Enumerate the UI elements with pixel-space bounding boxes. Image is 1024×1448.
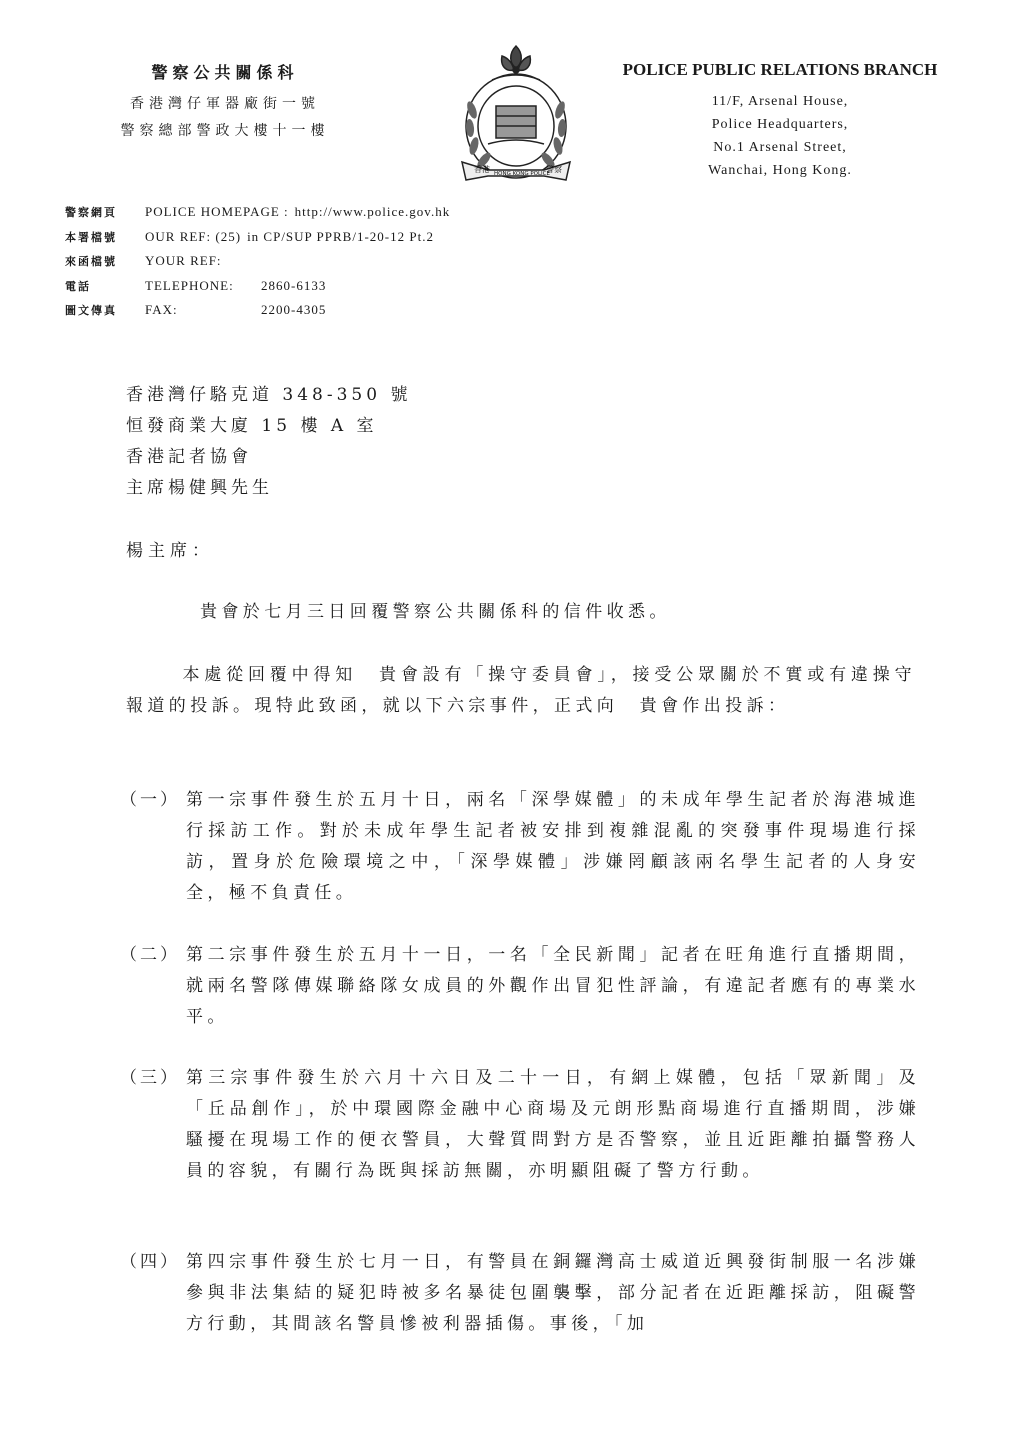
ref-label-cn: 圖文傳真 xyxy=(65,305,117,317)
address-en-line: Police Headquarters, xyxy=(711,117,849,132)
item-label: （一） xyxy=(120,790,180,810)
address-en-line: 11/F, Arsenal House, xyxy=(711,94,849,109)
complaint-item-1 xyxy=(120,785,920,909)
complaint-item-4 xyxy=(120,1247,920,1340)
address-en-line: No.1 Arsenal Street, xyxy=(713,140,847,155)
address-en-line: Wanchai, Hong Kong. xyxy=(708,163,852,178)
letterhead-cn xyxy=(60,60,390,145)
recipient-address xyxy=(126,380,411,504)
emblem-right-text: 警察 xyxy=(546,165,562,174)
item-text: 第一宗事件發生於五月十日，兩名「深學媒體」的未成年學生記者於海港城進行採訪工作。對於未成年學生記者被安排到複雜混亂的突發事件現場進行採訪，置身於危險環境之中，「深學媒體」涉嫌罔顧該兩名學生記者的人身安全，極不負責任。 xyxy=(186,790,920,903)
recipient-line: 香港記者協會 xyxy=(126,447,252,467)
complaint-item-3 xyxy=(120,1063,920,1187)
branch-name-cn: 警察公共關係科 xyxy=(151,63,299,82)
emblem-left-text: 香港 xyxy=(474,165,490,174)
paragraph-2 xyxy=(126,660,916,722)
paragraph-2-text: 本處從回覆中得知 貴會設有「操守委員會」，接受公眾關於不實或有違操守報道的投訴。現特此致函，就以下六宗事件，正式向 貴會作出投訴： xyxy=(126,665,916,716)
item-label: （三） xyxy=(120,1068,180,1088)
homepage-link[interactable]: http://www.police.gov.hk xyxy=(294,204,451,219)
ref-label-en: POLICE HOMEPAGE : xyxy=(145,204,289,219)
reference-block xyxy=(65,204,450,327)
branch-name-en: POLICE PUBLIC RELATIONS BRANCH xyxy=(622,60,938,79)
ref-label-cn: 警察網頁 xyxy=(65,207,117,219)
ref-our-ref xyxy=(65,229,450,254)
paragraph-1: 貴會於七月三日回覆警察公共關係科的信件收悉。 xyxy=(200,602,671,622)
recipient-line: 恒發商業大廈 15 樓 A 室 xyxy=(126,416,378,436)
ref-label-cn: 來函檔號 xyxy=(65,256,117,268)
ref-telephone xyxy=(65,278,450,303)
ref-label-en: YOUR REF: xyxy=(145,253,222,268)
ref-label-cn: 本署檔號 xyxy=(65,231,117,244)
letterhead-en xyxy=(590,60,970,182)
complaint-item-2 xyxy=(120,940,920,1033)
item-label: （四） xyxy=(120,1252,180,1272)
salutation: 楊主席： xyxy=(126,541,214,561)
ref-value: 2200-4305 xyxy=(261,302,327,317)
ref-value: in CP/SUP PPRB/1-20-12 Pt.2 xyxy=(247,228,434,244)
item-text: 第二宗事件發生於五月十一日，一名「全民新聞」記者在旺角進行直播期間，就兩名警隊傳媒聯絡隊女成員的外觀作出冒犯性評論，有違記者應有的專業水平。 xyxy=(186,945,920,1027)
recipient-line: 主席楊健興先生 xyxy=(126,478,273,498)
ref-label-en: OUR REF: (25) xyxy=(145,228,242,244)
ref-label-en: FAX: xyxy=(145,302,178,317)
address-cn-line: 警察總部警政大樓十一樓 xyxy=(120,123,330,139)
item-label: （二） xyxy=(120,945,180,965)
ref-value: 2860-6133 xyxy=(261,277,327,293)
ref-homepage xyxy=(65,204,450,229)
recipient-line: 香港灣仔駱克道 348-350 號 xyxy=(126,385,412,405)
ref-your-ref xyxy=(65,253,450,278)
ref-fax xyxy=(65,302,450,327)
emblem-banner-text: HONG KONG POLICE xyxy=(494,171,550,177)
ref-label-cn: 電話 xyxy=(65,280,91,293)
item-text: 第四宗事件發生於七月一日，有警員在銅鑼灣高士威道近興發街制服一名涉嫌參與非法集結的疑犯時被多名暴徒包圍襲擊，部分記者在近距離採訪，阻礙警方行動，其間該名警員慘被利器插傷。事後，「加 xyxy=(186,1252,920,1334)
address-cn-line: 香港灣仔軍器廠街一號 xyxy=(130,96,320,112)
ref-label-en: TELEPHONE: xyxy=(145,277,234,293)
police-emblem-icon xyxy=(448,40,584,188)
item-text: 第三宗事件發生於六月十六日及二十一日，有網上媒體，包括「眾新聞」及「丘品創作」，於中環國際金融中心商場及元朗形點商場進行直播期間，涉嫌騷擾在現場工作的便衣警員，大聲質問對方是否警察，並且近距離拍攝警務人員的容貌，有關行為既與採訪無關，亦明顯阻礙了警方行動。 xyxy=(186,1068,920,1181)
